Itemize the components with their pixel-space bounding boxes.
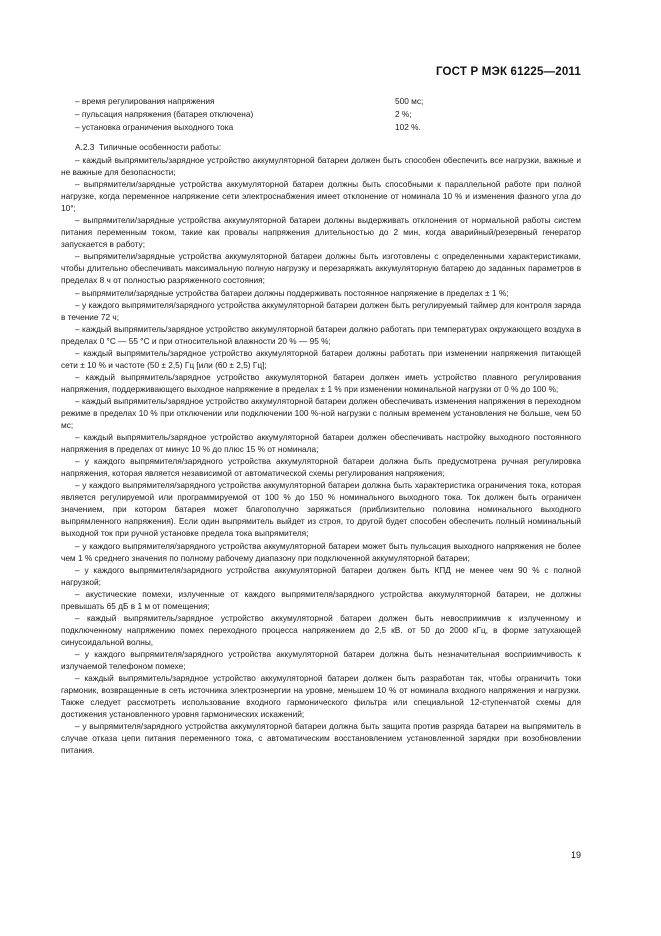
parameter-list <box>75 95 595 134</box>
section-number: А.2.3 <box>75 142 95 152</box>
parameter-label: – время регулирования напряжения <box>75 96 215 106</box>
parameter-row <box>75 108 595 121</box>
list-item: – выпрямители/зарядные устройства аккумуляторной батареи должны быть способными к параллельной работе при полной нагрузке, когда переменное напряжение сети электроснабжения имеет отклонение от номинала 10 % и изменения фазного угла до 10°; <box>61 179 581 214</box>
parameter-row <box>75 95 595 108</box>
section-body <box>61 141 581 756</box>
parameter-row <box>75 121 595 134</box>
list-item: – каждый выпрямитель/зарядное устройство аккумуляторной батареи должен быть разработан так, чтобы ограничить токи гармоник, возвращенные в сеть источника электроэнергии на уровне, меньшем 10 % от номинала входного напряжения и нагрузки. Также следует рассмотреть использование входного гармонического фильтра или специальной 12-ступенчатой схемы для достижения установленного уровня гармонических искажений; <box>61 673 581 720</box>
list-item: – у выпрямителя/зарядного устройства аккумуляторной батареи должна быть защита против разряда батареи на выпрямитель в случае отказа цепи питания переменного тока, с автоматическим восстановлением установленной зарядки при возобновлении питания. <box>61 721 581 756</box>
list-item: – каждый выпрямитель/зарядное устройство аккумуляторной батареи должны работать при изменении напряжения питающей сети ± 10 % и частоте (50 ± 2,5) Гц [или (60 ± 2,5) Гц]; <box>61 347 581 370</box>
list-item: – каждый выпрямитель/зарядное устройство аккумуляторной батареи должно работать при температурах окружающего воздуха в пределах 0 °С — 55 °С и при относительной влажности 20 % — 95 %; <box>61 323 581 346</box>
list-item: – у каждого выпрямителя/зарядного устройства аккумуляторной батареи может быть пульсация выходного напряжения не более чем 1 % среднего значения по полному рабочему диапазону при подключенной аккумуляторной батареи; <box>61 540 581 563</box>
list-item: – у каждого выпрямителя/зарядного устройства аккумуляторной батареи должна быть предусмотрена ручная регулировка напряжения, которая является независимой от автоматической схемы регулирования напряжения; <box>61 456 581 479</box>
list-item: – у каждого выпрямителя/зарядного устройства аккумуляторной батареи должен быть КПД не менее чем 90 % с полной нагрузкой; <box>61 564 581 587</box>
list-item: – каждый выпрямитель/зарядное устройство аккумуляторной батареи должен быть невосприимчив к излученному и подключенному напряжению помех переходного процесса напряжением до 2,5 кВ. от 50 до 2000 кГц, в форме затухающей синусоидальной волны, <box>61 612 581 647</box>
list-item: – акустические помехи, излученные от каждого выпрямителя/зарядного устройства аккумуляторной батареи, не должны превышать 65 дБ в 1 м от помещения; <box>61 588 581 611</box>
list-item: – у каждого выпрямителя/зарядного устройства аккумуляторной батареи должна быть характеристика ограничения тока, которая является регулируемой или программируемой от 100 % до 150 % номинального выходного тока. Ток должен быть ограничен значением, при котором батарея может благополучно заряжаться (приблизительно половина номинального выходного выпрямленного напряжения). Если один выпрямитель выйдет из строя, то другой будет способен обеспечить полный номинальный выходной ток при ручной установке предела тока выпрямителя; <box>61 480 581 539</box>
parameter-value: 102 %. <box>395 122 421 132</box>
parameter-value: 500 мс; <box>395 96 424 106</box>
list-item: – у каждого выпрямителя/зарядного устройства аккумуляторной батареи должен быть регулируемый таймер для контроля заряда в течение 72 ч; <box>61 299 581 322</box>
list-item: – каждый выпрямитель/зарядное устройство аккумуляторной батареи должен быть способен обеспечить все нагрузки, важные и не важные для безопасности; <box>61 155 581 178</box>
list-item: – у каждого выпрямителя/зарядного устройства аккумуляторной батареи должна быть незначительная восприимчивость к излучаемой телефоном помехе; <box>61 648 581 671</box>
page-number: 19 <box>570 850 581 860</box>
document-header: ГОСТ Р МЭК 61225—2011 <box>435 66 581 78</box>
list-item: – выпрямители/зарядные устройства батареи должны поддерживать постоянное напряжение в пределах ± 1 %; <box>75 287 509 298</box>
list-item: – выпрямители/зарядные устройства аккумуляторной батареи должны быть изготовлены с определенными характеристиками, чтобы длительно обеспечивать максимальную полную нагрузку и перезаряжать аккумуляторную батарею до заданных параметров в пределах 8 ч от полностью разряженного состояния; <box>61 251 581 286</box>
section-title: Типичные особенности работы: <box>99 142 222 152</box>
list-item: – каждый выпрямитель/зарядное устройство аккумуляторной батареи должен обеспечивать настройку выходного постоянного напряжения в пределах от минус 10 % до плюс 15 % от номинала; <box>61 432 581 455</box>
parameter-label: – пульсация напряжения (батарея отключена) <box>75 109 254 119</box>
list-item: – каждый выпрямитель/зарядное устройство аккумуляторной батареи должен обеспечивать изменения напряжения в переходном режиме в пределах 10 % при отключении или подключении 100 %-ной нагрузки с полным временем установления не больше, чем 50 мс; <box>61 395 581 431</box>
list-item: – каждый выпрямитель/зарядное устройство аккумуляторной батареи должен иметь устройство плавного регулирования напряжения, поддерживающего выходное напряжение в пределах ± 1 % при изменении номинальной нагрузки от 0 % до 100 %; <box>61 371 581 394</box>
parameter-value: 2 %; <box>395 109 412 119</box>
parameter-label: – установка ограничения выходного тока <box>75 122 234 132</box>
list-item: – выпрямители/зарядные устройства аккумуляторной батареи должны выдерживать отклонения от нормальной работы систем питания переменным током, такие как провалы напряжения длительностью до 2 мин, когда аварийный/резервный генератор запускается в работу; <box>61 215 581 250</box>
section-heading <box>61 141 581 154</box>
